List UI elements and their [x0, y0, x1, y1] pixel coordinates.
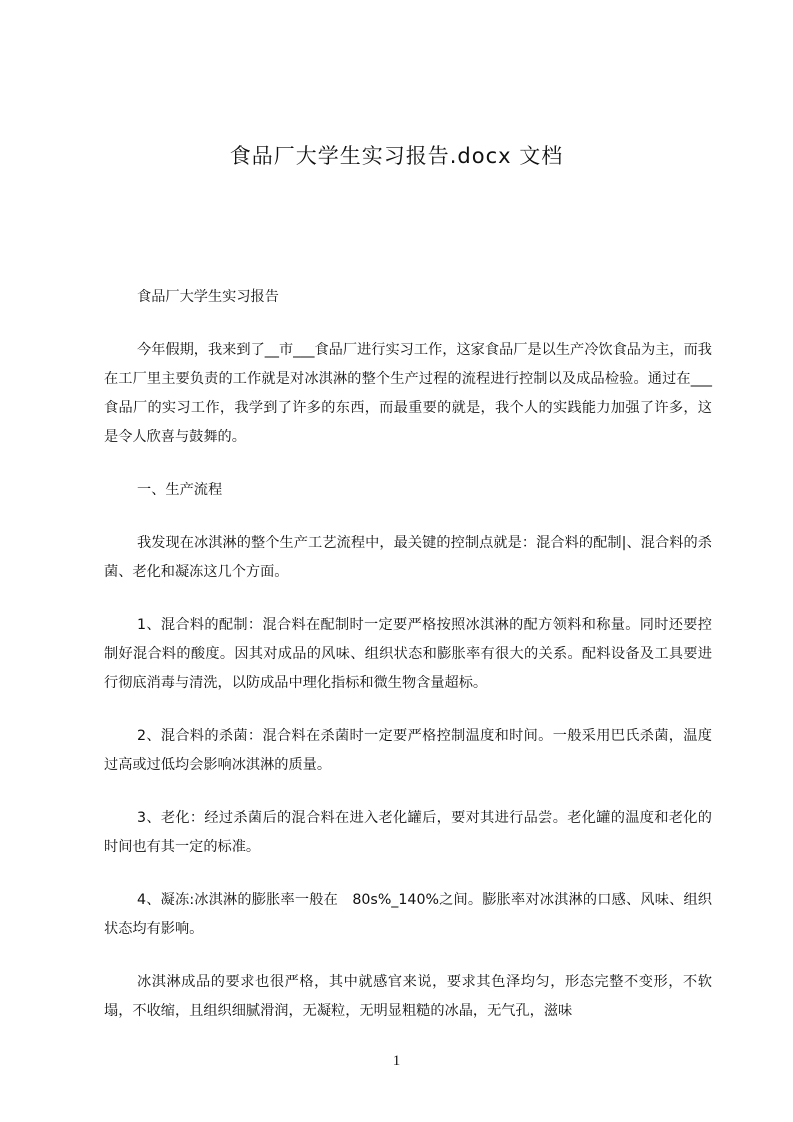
paragraph-freezing: 4、凝冻:冰淇淋的膨胀率一般在 80s%_140%之间。膨胀率对冰淇淋的口感、风味、组织状态均有影响。 [104, 892, 712, 937]
paragraph-mix-preparation: 1、混合料的配制：混合料在配制时一定要严格按照冰淇淋的配方领料和称量。同时还要控制好混合料的酸度。因其对成品的风味、组织状态和膨胀率有很大的关系。配料设备及工具要进行彻底消毒与清洗，以防成品中理化指标和微生物含量超标。 [104, 617, 712, 691]
section-heading-production-process: 一、生产流程 [137, 482, 223, 498]
report-subtitle: 食品厂大学生实习报告 [137, 289, 279, 305]
paragraph-product-requirements: 冰淇淋成品的要求也很严格，其中就感官来说，要求其色泽均匀，形态完整不变形，不软塌，不收缩，且组织细腻滑润，无凝粒，无明显粗糙的冰晶，无气孔，滋味 [104, 974, 712, 1019]
paragraph-mix-sterilization: 2、混合料的杀菌：混合料在杀菌时一定要严格控制温度和时间。一般采用巴氏杀菌，温度过高或过低均会影响冰淇淋的质量。 [104, 728, 712, 773]
document-title: 食品厂大学生实习报告.docx 文档 [229, 144, 564, 168]
page-number: 1 [392, 1053, 401, 1069]
paragraph-control-points: 我发现在冰淇淋的整个生产工艺流程中，最关键的控制点就是：混合料的配制|、混合料的杀菌、老化和凝冻这几个方面。 [104, 535, 712, 580]
paragraph-intro: 今年假期，我来到了__市___食品厂进行实习工作，这家食品厂是以生产冷饮食品为主，而我在工厂里主要负责的工作就是对冰淇淋的整个生产过程的流程进行控制以及成品检验。通过在___食品厂的实习工作，我学到了许多的东西，而最重要的就是，我个人的实践能力加强了许多，这是令人欣喜与鼓舞的。 [104, 342, 712, 445]
document-body [104, 283, 712, 1050]
paragraph-aging: 3、老化：经过杀菌后的混合料在进入老化罐后，要对其进行品尝。老化罐的温度和老化的时间也有其一定的标准。 [104, 810, 712, 855]
